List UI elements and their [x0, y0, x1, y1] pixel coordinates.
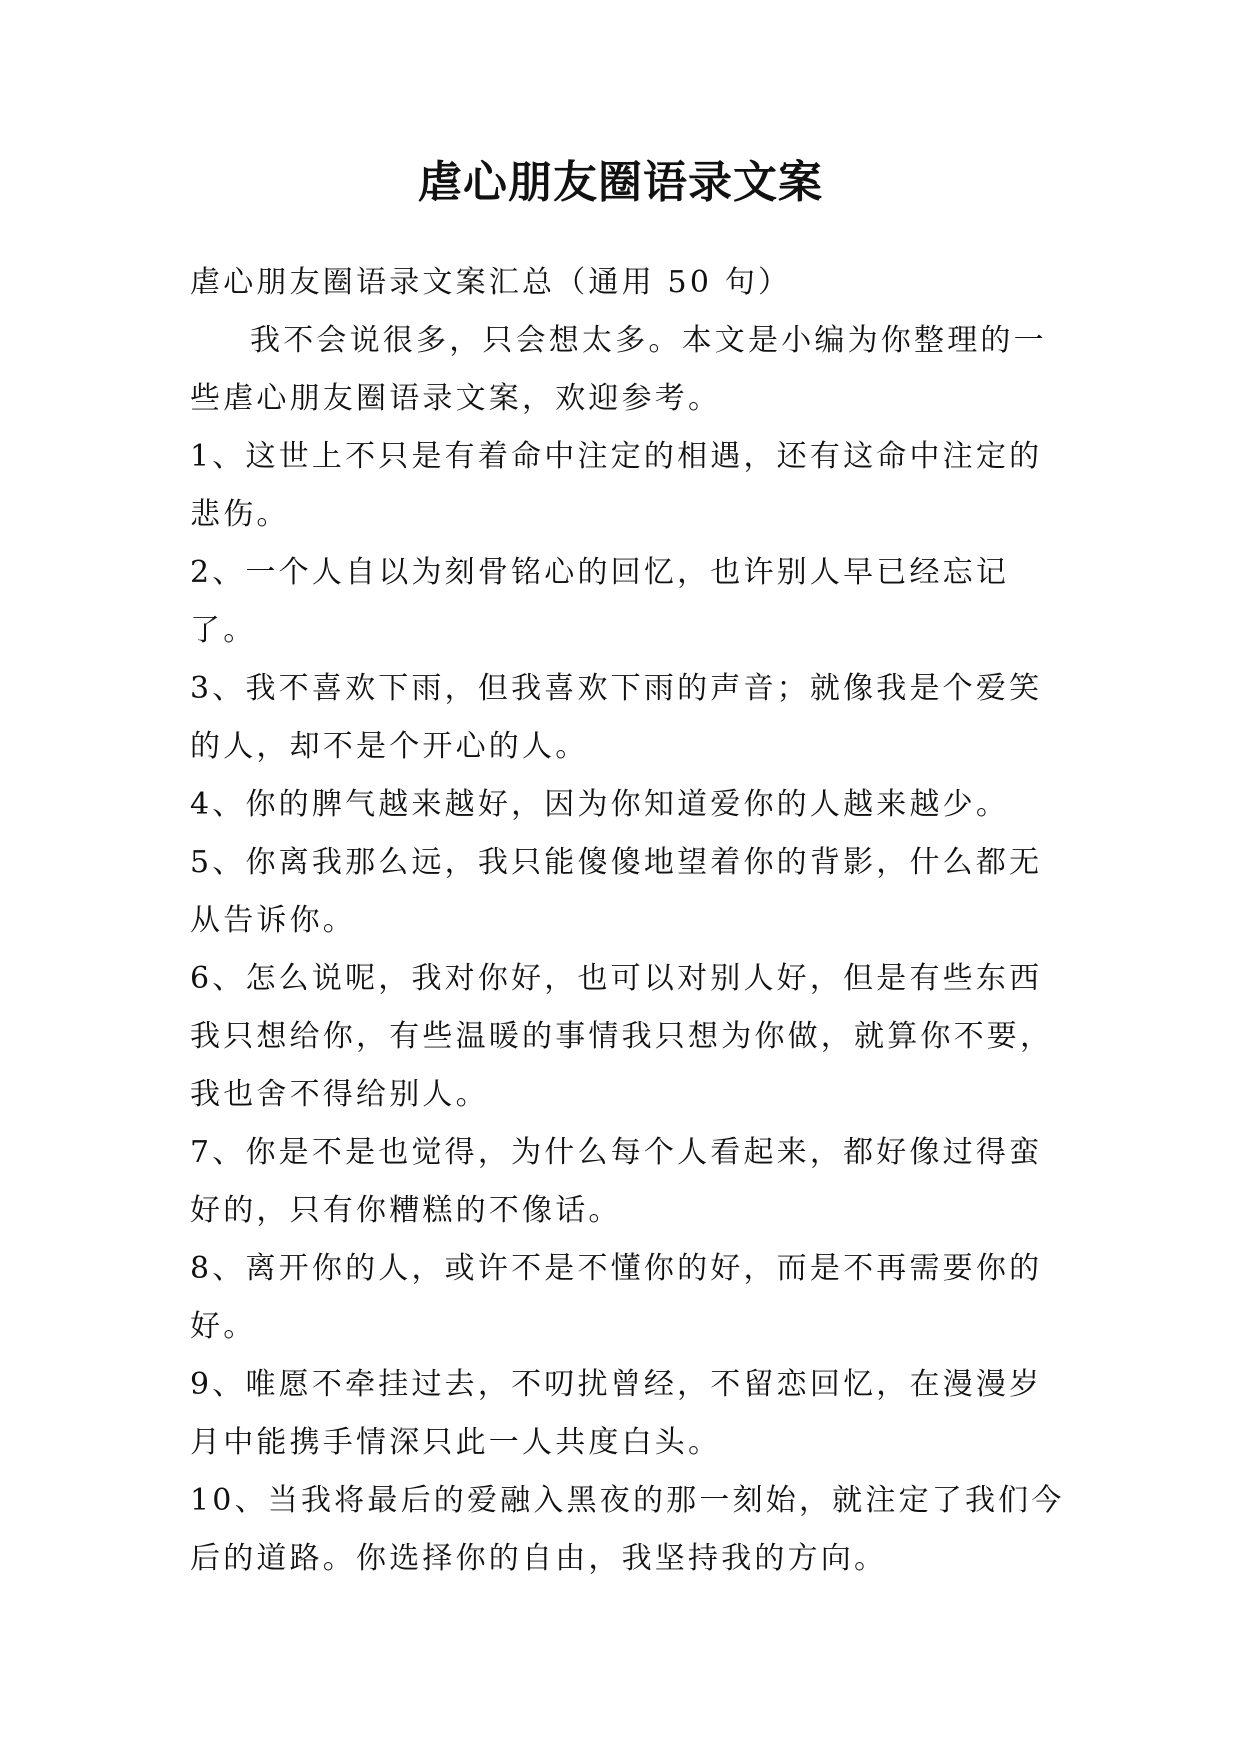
quote-item-5: 5、你离我那么远，我只能傻傻地望着你的背影，什么都无从告诉你。 [190, 845, 1043, 938]
quote-item-4: 4、你的脾气越来越好，因为你知道爱你的人越来越少。 [190, 787, 1010, 822]
intro-paragraph: 我不会说很多，只会想太多。本文是小编为你整理的一些虐心朋友圈语录文案，欢迎参考。 [190, 323, 1047, 416]
quote-item-7: 7、你是不是也觉得，为什么每个人看起来，都好像过得蛮好的，只有你糟糕的不像话。 [190, 1135, 1043, 1228]
quote-item-3: 3、我不喜欢下雨，但我喜欢下雨的声音；就像我是个爱笑的人，却不是个开心的人。 [190, 671, 1043, 764]
quote-item-1: 1、这世上不只是有着命中注定的相遇，还有这命中注定的悲伤。 [190, 439, 1043, 532]
quote-item-2: 2、一个人自以为刻骨铭心的回忆，也许别人早已经忘记了。 [190, 555, 1010, 648]
document-subtitle: 虐心朋友圈语录文案汇总（通用 50 句） [190, 265, 792, 300]
quote-item-8: 8、离开你的人，或许不是不懂你的好，而是不再需要你的好。 [190, 1251, 1043, 1344]
quote-item-6: 6、怎么说呢，我对你好，也可以对别人好，但是有些东西我只想给你，有些温暖的事情我只想为你做，就算你不要，我也舍不得给别人。 [190, 961, 1054, 1112]
document-title: 虐心朋友圈语录文案 [418, 157, 823, 208]
quote-item-10: 10、当我将最后的爱融入黑夜的那一刻始，就注定了我们今后的道路。你选择你的自由，我坚持我的方向。 [190, 1483, 1065, 1576]
document-body [190, 254, 1070, 1588]
quote-item-9: 9、唯愿不牵挂过去，不叨扰曾经，不留恋回忆，在漫漫岁月中能携手情深只此一人共度白头。 [190, 1367, 1043, 1460]
